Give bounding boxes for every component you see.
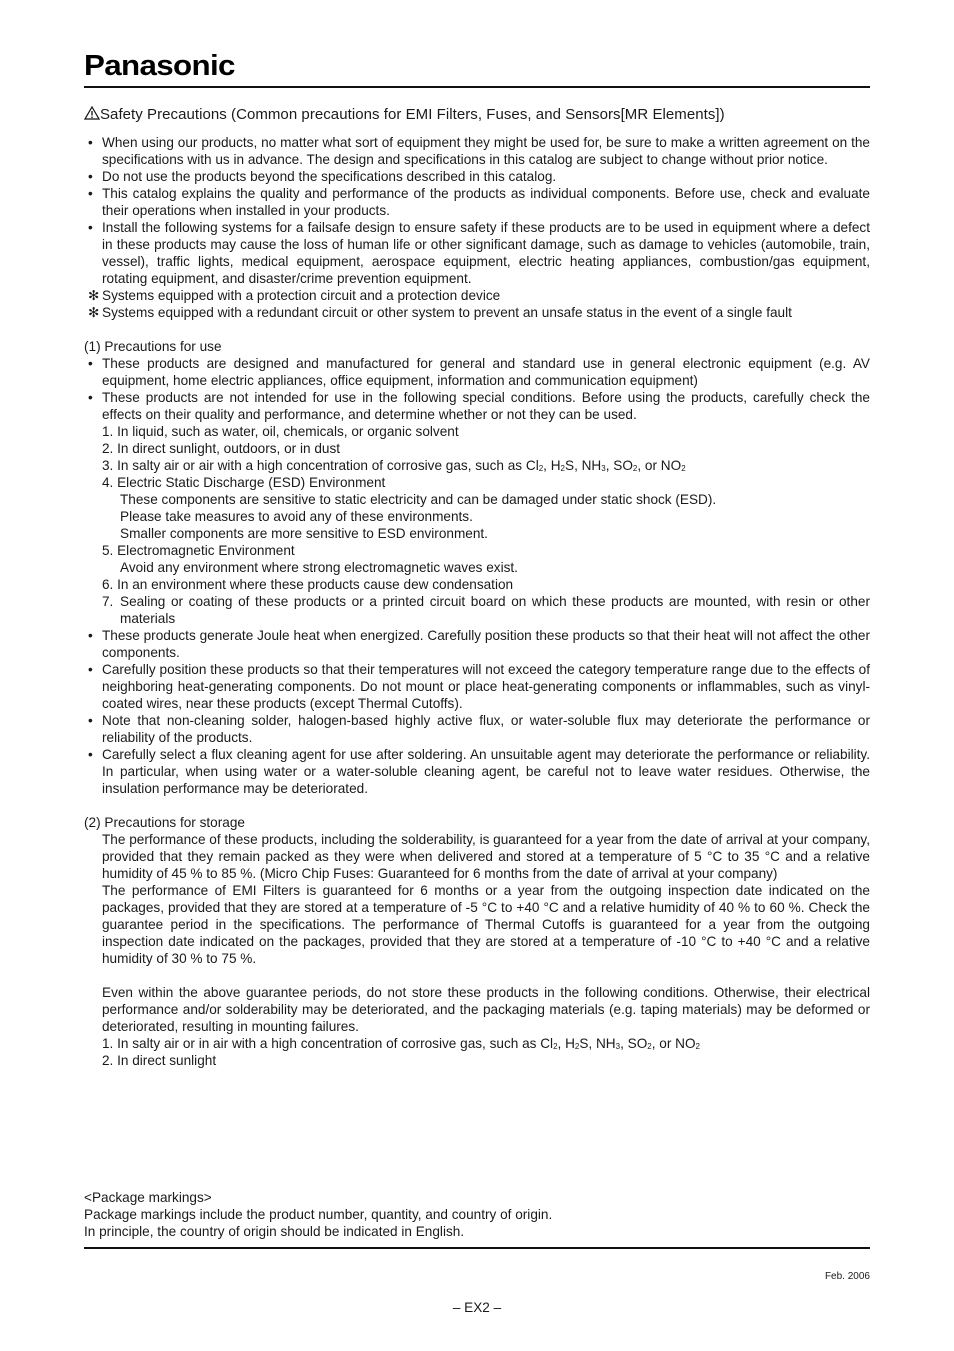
list-item: • Install the following systems for a failsafe design to ensure safety if these products are to be used in equipment where a defect in these products may cause the loss of human life or other significant damage, such as damage to vehicles (automobile, train, vessel), traffic lights, medical equipment, aerospace equipment, electric heating appliances, combustion/gas equipment, rotating equipment, and disaster/crime prevention equipment. [88, 220, 870, 286]
warning-icon [84, 106, 100, 120]
numbered-item: 1. In salty air or in air with a high concentration of corrosive gas, such as $Cl_2$, $H_2S$, $NH_3$, $SO_2$, or $NO_2$ [102, 1036, 700, 1051]
issue-date: Feb. 2006 [824, 1271, 870, 1282]
package-heading: <Package markings> [84, 1190, 212, 1205]
list-item: • Carefully select a flux cleaning agent for use after soldering. An unsuitable agent may deteriorate the performance or reliability. In particular, when using water or a water-soluble cleaning agent, be careful not to leave water residues. Otherwise, the insulation performance may be deteriorated. [88, 747, 870, 796]
esd-line: Smaller components are more sensitive to ESD environment. [120, 526, 488, 541]
numbered-item: 5. Electromagnetic Environment [102, 543, 295, 558]
numbered-item: 2. In direct sunlight, outdoors, or in dust [102, 441, 341, 456]
numbered-item: 7. Sealing or coating of these products or a printed circuit board on which these products are mounted, with resin or other materials [102, 594, 870, 626]
asterisk-icon: ✻ [88, 288, 100, 303]
list-item: • When using our products, no matter what sort of equipment they might be used for, be sure to make a written agreement on the specifications with us in advance. The design and specifications in this catalog are subject to change without prior notice. [88, 135, 870, 167]
precautions-for-use [84, 338, 870, 797]
footer-rule [84, 1247, 870, 1249]
section-heading: (1) Precautions for use [84, 339, 222, 354]
asterisk-icon: ✻ [88, 305, 100, 320]
numbered-item: 6. In an environment where these products cause dew condensation [102, 577, 514, 592]
numbered-item: 2. In direct sunlight [102, 1053, 217, 1068]
numbered-item: 1. In liquid, such as water, oil, chemicals, or organic solvent [102, 424, 459, 439]
star-item: ✻ Systems equipped with a protection circuit and a protection device [88, 288, 501, 303]
paragraph: Even within the above guarantee periods, do not store these products in the following conditions. Otherwise, their electrical performance and/or solderability may be deteriorated, and the packaging materials (e.g. taping materials) may be deformed or deteriorated, resulting in mounting failures. [102, 985, 870, 1034]
list-item: • These products are designed and manufactured for general and standard use in general electronic equipment (e.g. AV equipment, home electric appliances, office equipment, information and communication equipment) [88, 356, 870, 388]
em-line: Avoid any environment where strong electromagnetic waves exist. [120, 560, 518, 575]
list-item: • Do not use the products beyond the specifications described in this catalog. [88, 169, 557, 184]
section-heading: (2) Precautions for storage [84, 815, 245, 830]
paragraph: The performance of EMI Filters is guaranteed for 6 months or a year from the outgoing inspection date indicated on the packages, provided that they are stored at a temperature of -5 °C to +40 °C and a relative humidity of 40 % to 60 %. Check the guarantee period in the specifications. The performance of Thermal Cutoffs is guaranteed for a year from the outgoing inspection date indicated on the packages, provided that they are stored at a temperature of -10 °C to +40 °C and a relative humidity of 30 % to 75 %. [102, 883, 870, 966]
panasonic-logo: Panasonic [84, 50, 235, 82]
esd-line: These components are sensitive to static electricity and can be damaged under static shock (ESD). [120, 492, 717, 507]
page-number: – EX2 – [452, 1300, 502, 1315]
list-item: • This catalog explains the quality and performance of the products as individual components. Before use, check and evaluate their operations when installed in your products. [88, 186, 870, 218]
esd-line: Please take measures to avoid any of these environments. [120, 509, 473, 524]
numbered-item: 4. Electric Static Discharge (ESD) Environment [102, 475, 386, 490]
safety-title [84, 105, 870, 124]
numbered-item: 3. In salty air or air with a high concentration of corrosive gas, such as $Cl_2$, $H_2S$, $NH_3$, $SO_2$, or $NO_2$ [102, 458, 686, 473]
list-item: • These products generate Joule heat when energized. Carefully position these products so that their heat will not affect the other components. [88, 628, 870, 660]
intro-list [84, 134, 870, 321]
list-item: • Carefully position these products so that their temperatures will not exceed the category temperature range due to the effects of neighboring heat-generating components. Do not mount or place heat-generating components or inflammables, such as vinyl-coated wires, near these products (except Thermal Cutoffs). [88, 662, 870, 711]
paragraph: The performance of these products, including the solderability, is guaranteed for a year from the date of arrival at your company, provided that they remain packed as they were when delivered and stored at a temperature of 5 °C to 35 °C and a relative humidity of 45 % to 85 %. (Micro Chip Fuses: Guaranteed for 6 months from the date of arrival at your company) [102, 832, 870, 881]
package-line: Package markings include the product number, quantity, and country of origin. [84, 1207, 553, 1222]
list-item: • Note that non-cleaning solder, halogen-based highly active flux, or water-soluble flux may deteriorate the performance or reliability of the products. [88, 713, 870, 745]
safety-title-text: Safety Precautions (Common precautions for EMI Filters, Fuses, and Sensors[MR Elements]) [100, 106, 725, 123]
header-rule [84, 86, 870, 88]
precautions-for-storage [84, 814, 870, 1069]
star-item: ✻ Systems equipped with a redundant circuit or other system to prevent an unsafe status in the event of a single fault [88, 305, 792, 320]
package-markings [84, 1189, 870, 1240]
package-line: In principle, the country of origin should be indicated in English. [84, 1224, 465, 1239]
list-item: • These products are not intended for use in the following special conditions. Before using the products, carefully check the effects on their quality and performance, and determine whether or not they can be used. [88, 390, 870, 422]
document-body [84, 50, 870, 1069]
